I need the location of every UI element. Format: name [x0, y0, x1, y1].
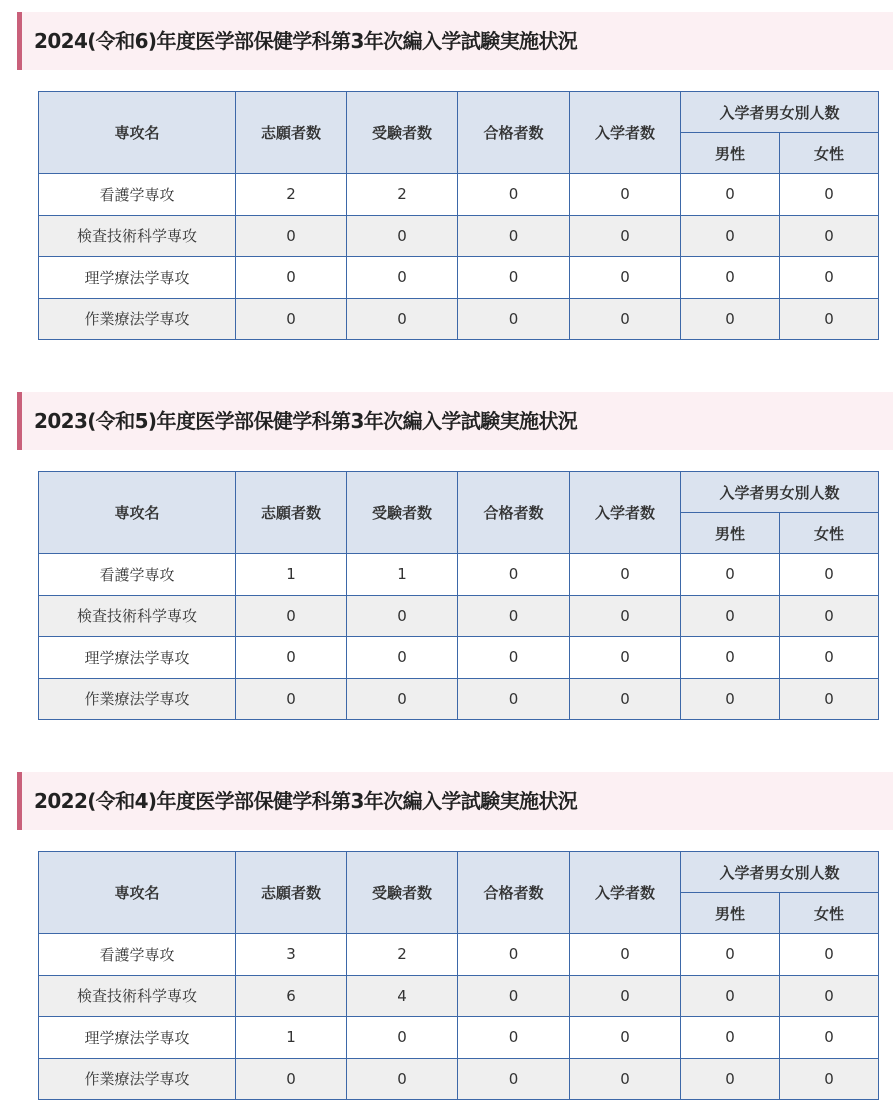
- cell-passed: 0: [458, 554, 570, 596]
- header-applicants: 志願者数: [236, 92, 347, 174]
- cell-examinees: 1: [347, 554, 458, 596]
- header-passed: 合格者数: [458, 92, 570, 174]
- cell-male: 0: [681, 257, 780, 299]
- cell-female: 0: [780, 215, 879, 257]
- cell-course: 理学療法学専攻: [39, 637, 236, 679]
- table-row: [39, 1058, 879, 1100]
- cell-female: 0: [780, 595, 879, 637]
- table-row: [39, 174, 879, 216]
- section-heading: [17, 12, 893, 70]
- table-row: [39, 678, 879, 720]
- cell-applicants: 0: [236, 215, 347, 257]
- cell-examinees: 0: [347, 595, 458, 637]
- cell-applicants: 0: [236, 298, 347, 340]
- header-male: 男性: [681, 133, 780, 174]
- cell-male: 0: [681, 934, 780, 976]
- header-examinees: 受験者数: [347, 92, 458, 174]
- table-row: [39, 934, 879, 976]
- table-row: [39, 595, 879, 637]
- cell-applicants: 3: [236, 934, 347, 976]
- cell-course: 検査技術科学専攻: [39, 975, 236, 1017]
- cell-passed: 0: [458, 678, 570, 720]
- cell-female: 0: [780, 934, 879, 976]
- cell-course: 検査技術科学専攻: [39, 595, 236, 637]
- cell-applicants: 0: [236, 1058, 347, 1100]
- cell-male: 0: [681, 1058, 780, 1100]
- cell-female: 0: [780, 174, 879, 216]
- header-female: 女性: [780, 893, 879, 934]
- section-title: 2022(令和4)年度医学部保健学科第3年次編入学試験実施状況: [34, 789, 578, 813]
- cell-enrolled: 0: [570, 975, 681, 1017]
- cell-male: 0: [681, 1017, 780, 1059]
- header-female: 女性: [780, 133, 879, 174]
- cell-female: 0: [780, 1058, 879, 1100]
- header-course: 専攻名: [39, 92, 236, 174]
- table-row: [39, 554, 879, 596]
- header-enrolled-by-gender: 入学者男女別人数: [681, 852, 879, 893]
- cell-course: 理学療法学専攻: [39, 1017, 236, 1059]
- section-title: 2024(令和6)年度医学部保健学科第3年次編入学試験実施状況: [34, 29, 578, 53]
- cell-applicants: 1: [236, 554, 347, 596]
- cell-applicants: 0: [236, 595, 347, 637]
- cell-male: 0: [681, 975, 780, 1017]
- cell-female: 0: [780, 554, 879, 596]
- section-heading: [17, 772, 893, 830]
- cell-male: 0: [681, 554, 780, 596]
- cell-course: 検査技術科学専攻: [39, 215, 236, 257]
- cell-examinees: 2: [347, 174, 458, 216]
- cell-course: 看護学専攻: [39, 174, 236, 216]
- cell-male: 0: [681, 298, 780, 340]
- header-enrolled-by-gender: 入学者男女別人数: [681, 472, 879, 513]
- header-male: 男性: [681, 893, 780, 934]
- cell-course: 作業療法学専攻: [39, 678, 236, 720]
- header-applicants: 志願者数: [236, 472, 347, 554]
- cell-enrolled: 0: [570, 678, 681, 720]
- exam-results-table: [38, 471, 879, 720]
- cell-passed: 0: [458, 1017, 570, 1059]
- header-course: 専攻名: [39, 852, 236, 934]
- cell-examinees: 4: [347, 975, 458, 1017]
- header-course: 専攻名: [39, 472, 236, 554]
- cell-examinees: 0: [347, 678, 458, 720]
- cell-passed: 0: [458, 257, 570, 299]
- cell-examinees: 2: [347, 934, 458, 976]
- cell-applicants: 6: [236, 975, 347, 1017]
- cell-male: 0: [681, 595, 780, 637]
- cell-female: 0: [780, 257, 879, 299]
- table-row: [39, 257, 879, 299]
- section-title: 2023(令和5)年度医学部保健学科第3年次編入学試験実施状況: [34, 409, 578, 433]
- header-enrolled-by-gender: 入学者男女別人数: [681, 92, 879, 133]
- header-examinees: 受験者数: [347, 852, 458, 934]
- cell-examinees: 0: [347, 1017, 458, 1059]
- cell-applicants: 0: [236, 678, 347, 720]
- cell-course: 作業療法学専攻: [39, 1058, 236, 1100]
- cell-male: 0: [681, 678, 780, 720]
- cell-applicants: 0: [236, 257, 347, 299]
- exam-results-table: [38, 851, 879, 1100]
- cell-passed: 0: [458, 1058, 570, 1100]
- cell-passed: 0: [458, 637, 570, 679]
- cell-female: 0: [780, 637, 879, 679]
- cell-enrolled: 0: [570, 215, 681, 257]
- header-applicants: 志願者数: [236, 852, 347, 934]
- cell-enrolled: 0: [570, 934, 681, 976]
- table-row: [39, 1017, 879, 1059]
- cell-male: 0: [681, 637, 780, 679]
- cell-enrolled: 0: [570, 174, 681, 216]
- cell-course: 看護学専攻: [39, 554, 236, 596]
- table-row: [39, 298, 879, 340]
- cell-enrolled: 0: [570, 554, 681, 596]
- cell-female: 0: [780, 298, 879, 340]
- cell-examinees: 0: [347, 637, 458, 679]
- cell-male: 0: [681, 174, 780, 216]
- cell-passed: 0: [458, 298, 570, 340]
- header-enrolled: 入学者数: [570, 472, 681, 554]
- cell-enrolled: 0: [570, 257, 681, 299]
- cell-enrolled: 0: [570, 637, 681, 679]
- cell-passed: 0: [458, 934, 570, 976]
- cell-enrolled: 0: [570, 1058, 681, 1100]
- cell-applicants: 1: [236, 1017, 347, 1059]
- table-row: [39, 637, 879, 679]
- cell-course: 看護学専攻: [39, 934, 236, 976]
- cell-male: 0: [681, 215, 780, 257]
- header-female: 女性: [780, 513, 879, 554]
- header-enrolled: 入学者数: [570, 852, 681, 934]
- cell-course: 作業療法学専攻: [39, 298, 236, 340]
- cell-enrolled: 0: [570, 1017, 681, 1059]
- cell-female: 0: [780, 975, 879, 1017]
- cell-passed: 0: [458, 975, 570, 1017]
- header-examinees: 受験者数: [347, 472, 458, 554]
- cell-examinees: 0: [347, 1058, 458, 1100]
- cell-examinees: 0: [347, 298, 458, 340]
- cell-enrolled: 0: [570, 298, 681, 340]
- cell-examinees: 0: [347, 257, 458, 299]
- section-heading: [17, 392, 893, 450]
- cell-applicants: 0: [236, 637, 347, 679]
- exam-results-table: [38, 91, 879, 340]
- cell-course: 理学療法学専攻: [39, 257, 236, 299]
- header-passed: 合格者数: [458, 852, 570, 934]
- cell-enrolled: 0: [570, 595, 681, 637]
- cell-passed: 0: [458, 174, 570, 216]
- cell-female: 0: [780, 1017, 879, 1059]
- table-row: [39, 215, 879, 257]
- cell-applicants: 2: [236, 174, 347, 216]
- table-row: [39, 975, 879, 1017]
- header-male: 男性: [681, 513, 780, 554]
- cell-passed: 0: [458, 215, 570, 257]
- cell-passed: 0: [458, 595, 570, 637]
- cell-examinees: 0: [347, 215, 458, 257]
- header-enrolled: 入学者数: [570, 92, 681, 174]
- header-passed: 合格者数: [458, 472, 570, 554]
- cell-female: 0: [780, 678, 879, 720]
